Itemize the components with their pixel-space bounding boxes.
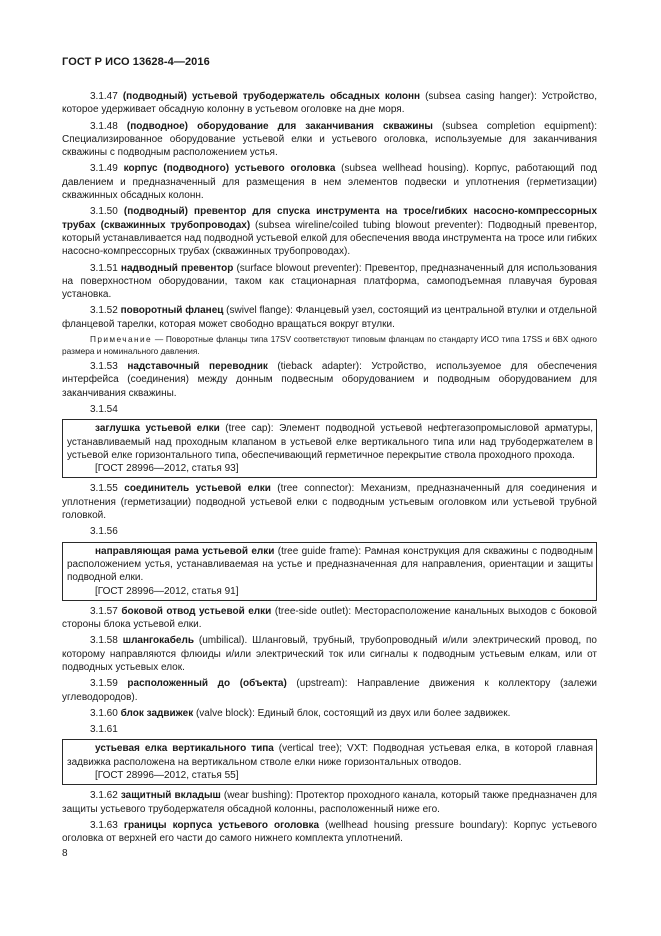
entry-3-1-58 xyxy=(62,634,597,674)
entry-3-1-53 xyxy=(62,360,597,400)
entry-number: 3.1.62 xyxy=(90,790,118,802)
entry-text: (tieback adapter): Устройство, используемое для обеспечения интерфейса (соединения) между донным подвесным оборудованием и подводным оборудованием для заканчивания скважины. xyxy=(62,361,598,399)
entry-3-1-63 xyxy=(62,819,597,846)
entry-3-1-57 xyxy=(62,605,597,632)
entry-term: боковой отвод устьевой елки xyxy=(121,605,272,617)
entry-term: надставочный переводник xyxy=(127,361,268,373)
entry-3-1-61-number: 3.1.61 xyxy=(90,724,118,736)
entry-3-1-59 xyxy=(62,677,597,704)
entry-text: (valve block): Единый блок, состоящий из двух или более задвижек. xyxy=(193,707,511,719)
entry-number: 3.1.58 xyxy=(90,635,118,647)
entry-term: защитный вкладыш xyxy=(120,790,221,802)
entry-text: (vertical tree); VXT: Подводная устьевая елка, в которой главная задвижка расположена на вертикальном стволе елки ниже горизонтальных отводов. xyxy=(67,743,594,768)
entry-3-1-61-box xyxy=(62,739,597,785)
entry-term: устьевая елка вертикального типа xyxy=(95,743,274,755)
entry-text: (subsea casing hanger): Устройство, которое удерживает обсадную колонну в устьевом оголовке на дне моря. xyxy=(62,91,597,116)
entry-3-1-61 xyxy=(67,742,593,769)
entry-term: (подводный) превентор для спуска инструмента на тросе/гибких насосно-компрессорных трубах (скважинных трубопроводах) xyxy=(62,206,597,231)
entry-text: (tree connector): Механизм, предназначенный для соединения и уплотнения (герметизации) подводной устьевой елки с подводным устьевым оголовком или устьевой трубной головкой. xyxy=(62,483,598,522)
entry-text: (umbilical). Шланговый, трубный, трубопроводный и/или электрический провод, по которому направляются флюиды и/или электрический ток или сигналы к подводным устьевым елкам, или от подводных устьевых елок. xyxy=(62,635,597,673)
document-body xyxy=(62,90,597,849)
entry-term: надводный превентор xyxy=(120,262,234,274)
entry-number: 3.1.60 xyxy=(90,707,118,719)
entry-number: 3.1.57 xyxy=(90,605,118,617)
entry-number: 3.1.55 xyxy=(90,483,118,495)
entry-3-1-54-box xyxy=(62,419,597,478)
entry-source: [ГОСТ 28996—2012, статья 91] xyxy=(95,585,239,597)
entry-number: 3.1.47 xyxy=(90,91,118,102)
entry-number: 3.1.52 xyxy=(90,305,118,317)
entry-3-1-60 xyxy=(62,707,597,720)
document-header: ГОСТ Р ИСО 13628-4—2016 xyxy=(62,56,210,68)
entry-3-1-56 xyxy=(67,545,593,585)
note xyxy=(62,334,597,357)
entry-term: (подводный) устьевой трубодержатель обсадных колонн xyxy=(122,91,421,102)
entry-3-1-47 xyxy=(62,90,597,117)
entry-text: (tree-side outlet): Месторасположение канальных выходов с боковой стороны блока устьевой елки. xyxy=(62,605,598,631)
entry-3-1-49 xyxy=(62,162,597,202)
entry-term: (подводное) оборудование для заканчивания скважины xyxy=(126,120,433,132)
note-label: Примечание xyxy=(90,334,153,345)
entry-term: направляющая рама устьевой елки xyxy=(95,545,275,557)
entry-source: [ГОСТ 28996—2012, статья 55] xyxy=(95,770,239,782)
entry-number: 3.1.53 xyxy=(90,361,118,373)
note-text: — Поворотные фланцы типа 17SV соответствуют типовым фланцам по стандарту ИСО типа 17SS и 6BX одного размера и номинального давления. xyxy=(62,334,597,356)
entry-term: заглушка устьевой елки xyxy=(95,423,220,435)
entry-text: (upstream): Направление движения к коллектору (залежи углеводородов). xyxy=(62,678,597,703)
entry-3-1-48 xyxy=(62,120,597,160)
entry-text: (surface blowout preventer): Превентор, предназначенный для использования на поверхностном оборудовании, таком как стационарная платформа, самоподъемная плавучая буровая установка. xyxy=(62,262,597,301)
entry-term: расположенный до (объекта) xyxy=(127,678,287,690)
entry-number: 3.1.50 xyxy=(90,206,118,218)
entry-text: (subsea wireline/coiled tubing blowout preventer): Подводный превентор, который устанавливается над подводной устьевой елкой для обеспечения ввода инструмента на тросе или гибких насосно-компрессорных трубах (скважинных трубопроводах). xyxy=(62,219,597,258)
entry-term: шлангокабель xyxy=(122,635,194,647)
entry-number: 3.1.49 xyxy=(90,163,118,175)
entry-term: блок задвижек xyxy=(120,707,194,719)
entry-number: 3.1.48 xyxy=(90,120,118,132)
entry-3-1-51 xyxy=(62,262,597,302)
entry-text: (tree cap): Элемент подводной устьевой нефтегазопромысловой арматуры, устанавливаемый над проходным клапаном в устьевой елке вертикального типа или над трубодержателем в устьевой елке горизонтального типа, обеспечивающий герметичное перекрытие ствола проходного прохода. xyxy=(67,423,594,461)
entry-3-1-56-number: 3.1.56 xyxy=(90,526,118,538)
entry-text: (subsea completion equipment): Специализированное оборудование устьевой елки и устьевого оголовка, используемые для заканчивания скважины с подводным расположением устья. xyxy=(62,120,597,159)
entry-term: границы корпуса устьевого оголовка xyxy=(123,819,320,831)
entry-text: (subsea wellhead housing). Корпус, работающий под давлением и предназначенный для размещения в нем элементов подвески и уплотнения (герметизации) скважинных обсадных колонн. xyxy=(62,163,597,202)
entry-number: 3.1.59 xyxy=(90,678,118,690)
entry-term: корпус (подводного) устьевого оголовка xyxy=(123,163,336,175)
entry-number: 3.1.51 xyxy=(90,262,118,274)
entry-3-1-54-number: 3.1.54 xyxy=(90,403,118,415)
entry-text: (tree guide frame): Рамная конструкция для скважины с подводным расположением устья, устанавливаемая на устье и предназначенная для направления, ориентации и защиты подводной елки. xyxy=(67,545,593,584)
page-number: 8 xyxy=(62,848,68,859)
entry-text: (wear bushing): Протектор проходного канала, который также предназначен для защиты устьевого трубодержателя обсадной колонны, расположенный ниже его. xyxy=(62,790,597,815)
entry-term: соединитель устьевой елки xyxy=(124,483,271,495)
entry-3-1-55 xyxy=(62,482,597,522)
entry-3-1-62 xyxy=(62,789,597,816)
entry-source: [ГОСТ 28996—2012, статья 93] xyxy=(95,463,239,475)
entry-3-1-50 xyxy=(62,205,597,258)
entry-number: 3.1.63 xyxy=(90,819,118,831)
entry-3-1-54 xyxy=(67,422,593,462)
entry-3-1-56-box xyxy=(62,542,597,601)
entry-term: поворотный фланец xyxy=(120,305,224,317)
entry-3-1-52 xyxy=(62,304,597,331)
entry-text: (wellhead housing pressure boundary): Корпус устьевого оголовка от верхней его части до самого нижнего комплекта уплотнений. xyxy=(62,819,597,845)
entry-text: (swivel flange): Фланцевый узел, состоящий из центральной втулки и отдельной фланцевой тарелки, которая может свободно вращаться вокруг втулки. xyxy=(62,305,597,330)
